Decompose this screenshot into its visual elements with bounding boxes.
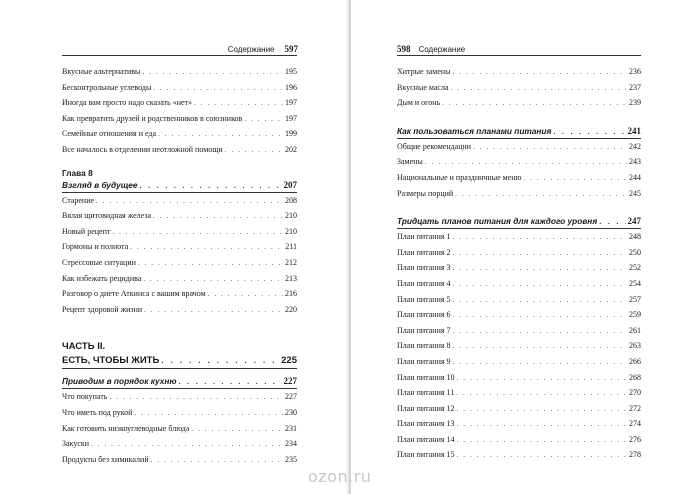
leader-dots <box>158 127 283 143</box>
part-page: 225 <box>281 355 297 367</box>
toc-entry-page: 254 <box>629 278 641 288</box>
toc-entry <box>397 186 641 202</box>
toc-entry-title: Вкусные альтернативы <box>62 67 141 76</box>
leader-dots <box>453 246 627 262</box>
toc-entry-title: Все началось в отделении неотложной помощи <box>62 144 223 154</box>
section-heading <box>397 215 641 228</box>
toc-entry-page: 276 <box>629 434 641 444</box>
toc-entry <box>62 389 297 405</box>
toc-entry <box>62 224 297 240</box>
toc-entry <box>397 154 641 170</box>
toc-section <box>397 215 641 463</box>
toc-entry <box>397 401 641 417</box>
spacer <box>397 201 641 215</box>
toc-entry <box>397 338 641 354</box>
toc-entry-title: План питания 9 <box>397 356 451 366</box>
toc-entry <box>397 245 641 261</box>
toc-entry <box>62 193 297 209</box>
toc-entry <box>62 95 297 111</box>
leader-dots <box>244 112 283 128</box>
toc-entry-title: Закуски <box>62 439 90 449</box>
toc-entry <box>62 421 297 437</box>
toc-entry-page: 248 <box>629 232 641 242</box>
toc-entry <box>62 142 297 158</box>
toc-entry <box>62 436 297 452</box>
leader-dots <box>453 230 627 246</box>
toc-entry-title: План питания 7 <box>397 325 451 335</box>
toc-group <box>397 64 641 111</box>
toc-entry-title: План питания 1 <box>397 232 451 242</box>
toc-entry-page: 242 <box>629 141 641 151</box>
section-title: Тридцать планов питания для каждого уровня <box>397 216 598 227</box>
leader-dots <box>457 371 627 387</box>
toc-entry-title: План питания 3 <box>397 263 451 273</box>
toc-entry-title: Как готовить низкоуглеводные блюда <box>62 423 190 433</box>
header-page-number: 597 <box>284 44 298 54</box>
leader-dots <box>451 81 627 97</box>
toc-entry-page: 227 <box>285 392 297 402</box>
leader-dots <box>442 96 627 112</box>
leader-dots <box>453 308 627 324</box>
toc-entry-page: 210 <box>285 211 297 221</box>
right-page <box>351 0 700 494</box>
toc-entry-page: 212 <box>285 257 297 267</box>
toc-entry-page: 257 <box>629 294 641 304</box>
toc-left <box>62 64 297 467</box>
toc-entry-page: 261 <box>629 325 641 335</box>
toc-entry-title: План питания 15 <box>397 450 455 460</box>
toc-entry-title: Вкусные масла <box>397 82 449 92</box>
chapter-heading <box>62 179 297 192</box>
toc-entry-page: 216 <box>285 289 297 299</box>
toc-entry-page: 270 <box>629 388 641 398</box>
toc-entry-page: 274 <box>629 419 641 429</box>
toc-entry <box>62 64 297 80</box>
toc-entry <box>397 370 641 386</box>
leader-dots <box>112 225 283 241</box>
leader-dots <box>425 155 627 171</box>
toc-entry-title: План питания 8 <box>397 341 451 351</box>
header-title: Содержание <box>418 45 466 54</box>
toc-entry <box>397 385 641 401</box>
toc-entry-page: 252 <box>629 263 641 273</box>
toc-entry-title: Хитрые замены <box>397 67 451 76</box>
leader-dots <box>453 65 627 81</box>
left-page <box>0 0 349 494</box>
toc-entry-title: План питания 2 <box>397 247 451 257</box>
leader-dots <box>153 209 283 225</box>
toc-entry-title: Рецепт здоровой жизни <box>62 304 143 314</box>
leader-dots <box>453 355 627 371</box>
toc-entry-title: Старение <box>62 195 95 205</box>
leader-dots <box>453 261 627 277</box>
toc-entry <box>62 111 297 127</box>
leader-dots <box>457 417 627 433</box>
toc-entry-page: 195 <box>285 67 297 76</box>
toc-entry-title: Замены <box>397 157 423 167</box>
leader-dots <box>457 402 627 418</box>
toc-entry-title: План питания 11 <box>397 388 455 398</box>
leader-dots <box>194 96 283 112</box>
leader-dots <box>453 293 627 309</box>
toc-section <box>62 375 297 467</box>
toc-entry-page: 237 <box>629 82 641 92</box>
toc-entry <box>397 229 641 245</box>
toc-entry-title: Размеры порций <box>397 188 454 198</box>
toc-entry-page: 197 <box>285 98 297 108</box>
toc-entry <box>62 405 297 421</box>
toc-entry-page: 199 <box>285 129 297 139</box>
leader-dots <box>453 277 627 293</box>
toc-entry-title: Иногда вам просто надо сказать «нет» <box>62 98 193 108</box>
toc-entry-page: 211 <box>285 242 297 252</box>
leader-dots <box>453 324 627 340</box>
section-title: Как пользоваться планами питания <box>397 125 552 136</box>
section-heading <box>62 375 297 388</box>
leader-dots <box>144 303 283 319</box>
toc-entry <box>397 276 641 292</box>
leader-dots <box>140 179 282 192</box>
toc-entry <box>62 286 297 302</box>
toc-entry-page: 236 <box>629 67 641 76</box>
leader-dots <box>524 171 627 187</box>
toc-entry-title: План питания 14 <box>397 434 455 444</box>
toc-entry-page: 272 <box>629 403 641 413</box>
toc-group <box>62 64 297 158</box>
toc-entry-page: 213 <box>285 273 297 283</box>
leader-dots <box>455 187 627 203</box>
leader-dots <box>208 287 283 303</box>
toc-entry <box>397 95 641 111</box>
leader-dots <box>142 65 283 81</box>
leader-dots <box>138 256 283 272</box>
toc-chapter <box>62 168 297 318</box>
leader-dots <box>456 386 627 402</box>
toc-entry-page: 259 <box>629 310 641 320</box>
toc-entry-title: Продукты без химикалий <box>62 454 149 464</box>
toc-entry-title: Стрессовые ситуации <box>62 257 136 267</box>
toc-entry <box>62 302 297 318</box>
toc-entry <box>397 80 641 96</box>
leader-dots <box>191 422 283 438</box>
page-header <box>397 44 465 55</box>
toc-entry-title: Как избежать рецидива <box>62 273 142 283</box>
toc-entry <box>397 307 641 323</box>
toc-entry-page: 197 <box>285 113 297 123</box>
leader-dots <box>473 140 627 156</box>
toc-entry-title: Новый рецепт <box>62 226 111 236</box>
toc-section <box>397 125 641 201</box>
leader-dots <box>457 448 627 464</box>
chapter-label: Глава 8 <box>62 167 93 178</box>
part-title: ЕСТЬ, ЧТОБЫ ЖИТЬ <box>62 355 160 367</box>
toc-entry-title: Разговор о диете Аткинса с вашим врачом <box>62 289 206 299</box>
leader-dots <box>130 240 283 256</box>
page-header <box>228 44 298 55</box>
toc-entry-title: План питания 10 <box>397 372 455 382</box>
section-heading <box>397 125 641 138</box>
section-page: 247 <box>627 216 641 227</box>
toc-entry-title: План питания 5 <box>397 294 451 304</box>
chapter-title: Взгляд в будущее <box>62 179 138 190</box>
leader-dots <box>143 272 283 288</box>
toc-entry <box>397 260 641 276</box>
toc-entry-page: 263 <box>629 341 641 351</box>
toc-entry <box>62 239 297 255</box>
toc-entry <box>397 432 641 448</box>
leader-dots <box>161 353 279 368</box>
leader-dots <box>109 390 283 406</box>
toc-entry-page: 235 <box>285 454 297 464</box>
toc-entry <box>397 323 641 339</box>
toc-entry-title: План питания 4 <box>397 278 451 288</box>
toc-entry-page: 250 <box>629 247 641 257</box>
toc-entry-page: 278 <box>629 450 641 460</box>
toc-entry <box>62 255 297 271</box>
toc-entry-title: Семейные отношения и еда <box>62 129 157 139</box>
toc-entry-page: 266 <box>629 356 641 366</box>
chapter-page: 207 <box>283 179 297 190</box>
toc-entry-page: 230 <box>285 407 297 417</box>
toc-entry <box>397 139 641 155</box>
leader-dots <box>225 143 283 159</box>
header-rule <box>397 55 641 56</box>
toc-entry-title: План питания 6 <box>397 310 451 320</box>
toc-right <box>397 64 641 463</box>
leader-dots <box>151 453 283 469</box>
leader-dots <box>91 437 283 453</box>
spacer <box>397 111 641 125</box>
spacer <box>62 317 297 341</box>
header-rule <box>62 55 297 56</box>
leader-dots <box>453 339 627 355</box>
toc-entry-page: 268 <box>629 372 641 382</box>
toc-entry-page: 245 <box>629 188 641 198</box>
header-page-number: 598 <box>397 44 411 54</box>
part-label: ЧАСТЬ II. <box>62 341 106 353</box>
toc-entry-title: Общие рекомендации <box>397 141 472 151</box>
leader-dots <box>553 125 625 138</box>
leader-dots <box>96 194 283 210</box>
toc-entry-page: 220 <box>285 304 297 314</box>
toc-entry-page: 208 <box>285 195 297 205</box>
leader-dots <box>134 406 283 422</box>
toc-entry-title: Что иметь под рукой <box>62 407 133 417</box>
toc-entry-title: План питания 12 <box>397 403 455 413</box>
toc-entry-title: Гормоны и полнота <box>62 242 129 252</box>
toc-entry <box>62 126 297 142</box>
toc-entry-title: Что покупать <box>62 392 108 402</box>
toc-entry-title: Как превратить друзей и родственников в союзников <box>62 113 243 123</box>
section-title: Приводим в порядок кухню <box>62 376 177 387</box>
toc-entry <box>62 452 297 468</box>
toc-entry <box>397 292 641 308</box>
toc-entry-page: 239 <box>629 98 641 108</box>
toc-entry-page: 210 <box>285 226 297 236</box>
toc-entry <box>62 80 297 96</box>
watermark: ozon.ru <box>308 467 372 486</box>
toc-entry <box>397 354 641 370</box>
leader-dots <box>599 215 625 228</box>
toc-entry-page: 202 <box>285 144 297 154</box>
leader-dots <box>153 81 283 97</box>
toc-entry <box>397 416 641 432</box>
part-heading <box>62 353 297 368</box>
toc-entry-page: 243 <box>629 157 641 167</box>
header-title: Содержание <box>227 45 275 54</box>
toc-entry <box>397 64 641 80</box>
toc-entry-title: Дым и огонь <box>397 98 441 108</box>
spacer <box>62 158 297 168</box>
section-page: 241 <box>627 125 641 136</box>
toc-entry-page: 244 <box>629 172 641 182</box>
toc-entry-page: 234 <box>285 439 297 449</box>
leader-dots <box>457 433 627 449</box>
toc-entry-title: Национальные и праздничные меню <box>397 172 522 182</box>
toc-entry-title: Бесконтрольные углеводы <box>62 82 152 92</box>
toc-entry-page: 231 <box>285 423 297 433</box>
toc-entry <box>62 208 297 224</box>
section-page: 227 <box>283 376 297 387</box>
toc-part <box>62 341 297 369</box>
toc-entry-title: План питания 13 <box>397 419 455 429</box>
toc-entry-page: 196 <box>285 82 297 92</box>
toc-entry <box>397 170 641 186</box>
leader-dots <box>179 375 282 388</box>
toc-entry <box>62 271 297 287</box>
toc-entry-title: Вялая щитовидная железа <box>62 211 152 221</box>
toc-entry <box>397 447 641 463</box>
